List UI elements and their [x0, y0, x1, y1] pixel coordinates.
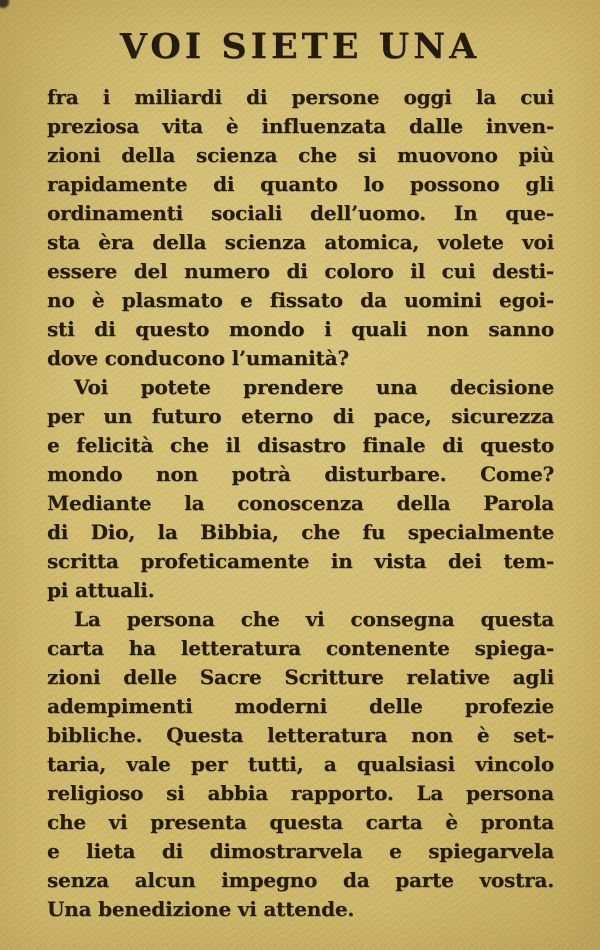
text-line: rapidamente di quanto lo possono gli — [47, 172, 554, 196]
text-line: e lieta di dimostrarvela e spiegarvela — [47, 839, 554, 863]
text-line: senza alcun impegno da parte vostra. — [47, 868, 554, 892]
text-line: preziosa vita è influenzata dalle inven- — [47, 114, 554, 138]
text-line: zioni delle Sacre Scritture relative agli — [47, 665, 554, 689]
text-line: mondo non potrà disturbare. Come? — [47, 462, 554, 486]
text-line: di Dio, la Bibbia, che fu specialmente — [47, 520, 554, 544]
corner-blemish — [0, 0, 9, 8]
page-title: VOI SIETE UNA — [119, 26, 481, 67]
text-line: carta ha letteratura contenente spiega- — [47, 636, 554, 660]
body-text — [47, 83, 554, 924]
text-line: La persona che vi consegna questa — [74, 607, 554, 631]
text-line: Una benedizione vi attende. — [47, 897, 355, 921]
text-line: per un futuro eterno di pace, sicurezza — [47, 404, 554, 428]
text-line: fra i miliardi di persone oggi la cui — [47, 85, 554, 109]
text-line: scritta profeticamente in vista dei tem- — [47, 549, 554, 573]
text-line: sta èra della scienza atomica, volete voi — [47, 230, 554, 254]
text-line: adempimenti moderni delle profezie — [47, 694, 554, 718]
text-line: ordinamenti sociali dell’uomo. In que- — [47, 201, 554, 225]
text-line: Mediante la conoscenza della Parola — [47, 491, 554, 515]
text-line: sti di questo mondo i quali non sanno — [47, 317, 554, 341]
text-line: religioso si abbia rapporto. La persona — [47, 781, 554, 805]
text-line: e felicità che il disastro finale di questo — [47, 433, 554, 457]
text-line: dove conducono l’umanità? — [47, 346, 349, 370]
text-line: che vi presenta questa carta è pronta — [47, 810, 554, 834]
text-line: essere del numero di coloro il cui desti- — [47, 259, 554, 283]
text-line: pi attuali. — [47, 578, 155, 602]
text-line: no è plasmato e fissato da uomini egoi- — [47, 288, 554, 312]
text-line: Voi potete prendere una decisione — [74, 375, 554, 399]
text-line: taria, vale per tutti, a qualsiasi vincolo — [47, 752, 554, 776]
text-line: zioni della scienza che si muovono più — [47, 143, 554, 167]
text-line: bibliche. Questa letteratura non è set- — [47, 723, 554, 747]
